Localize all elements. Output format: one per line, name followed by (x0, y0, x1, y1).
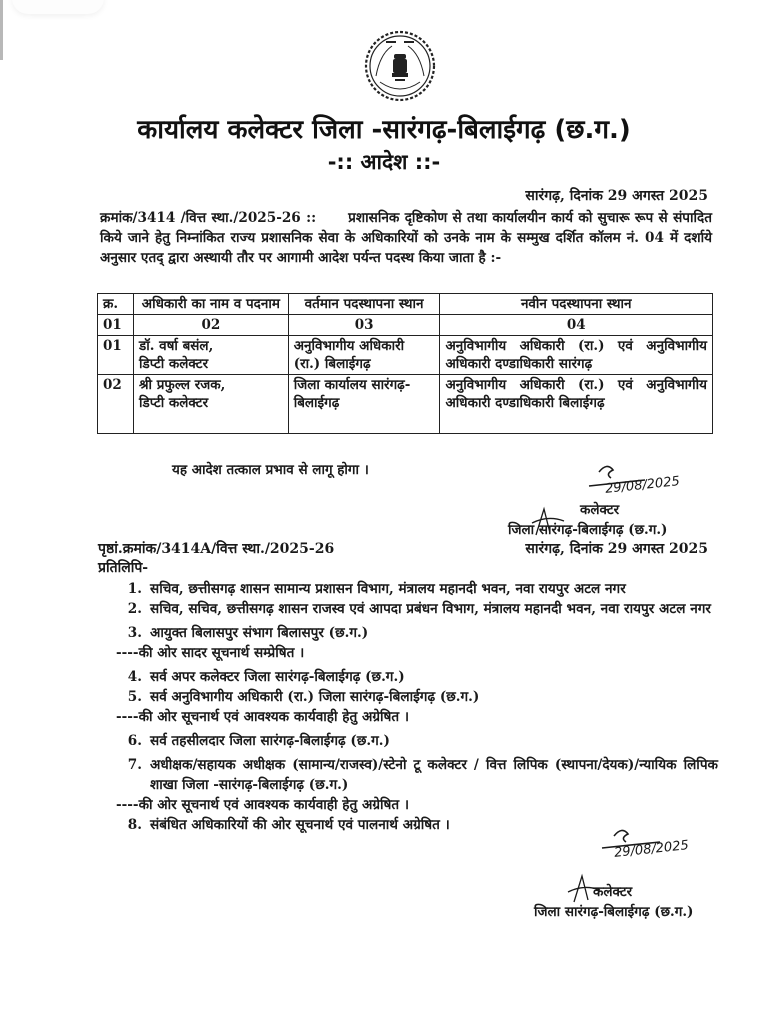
row-sn: 01 (98, 336, 134, 375)
current-posting: अनुविभागीय अधिकारी (रा.) बिलाईगढ़ (288, 336, 440, 375)
current-posting: जिला कार्यालय सारंगढ़-बिलाईगढ़ (288, 375, 440, 434)
officer-cell (133, 375, 288, 434)
list-item: 3. आयुक्त बिलासपुर संभाग बिलासपुर (छ.ग.) (127, 625, 369, 641)
posting-table (97, 293, 713, 434)
column-number: 01 (98, 315, 134, 336)
column-number: 04 (440, 315, 713, 336)
overlay-shape (12, 0, 104, 14)
page-edge (0, 0, 3, 60)
new-posting: अनुविभागीय अधिकारी (रा.) एवं अनुविभागीय अधिकारी दण्डाधिकारी सारंगढ़ (440, 336, 713, 375)
handwritten-date: 29/08/2025 (604, 474, 681, 497)
table-row (98, 336, 713, 375)
header-current-posting: वर्तमान पदस्थापना स्थान (288, 294, 440, 315)
endorsement-reference: पृष्ठां.क्रमांक/3414A/वित्त स्था./2025-26 (98, 541, 335, 557)
officer-designation: डिप्टी कलेक्टर (138, 395, 209, 411)
endorsement-date: सारंगढ़, दिनांक 29 अगस्त 2025 (525, 541, 708, 557)
signatory-title: कलेक्टर (593, 884, 633, 900)
copy-list (98, 579, 718, 835)
list-item: 5. सर्व अनुविभागीय अधिकारी (रा.) जिला सारंगढ़-बिलाईगढ़ (छ.ग.) (127, 689, 480, 705)
order-paragraph (100, 208, 712, 268)
forward-note: ----की ओर सूचनार्थ एवं आवश्यक कार्यवाही हेतु अग्रेषित । (116, 797, 410, 813)
copy-to-label: प्रतिलिपि- (98, 560, 149, 576)
officer-designation: डिप्टी कलेक्टर (138, 356, 209, 372)
table-column-numbers-row (98, 315, 713, 336)
list-item: 8. संबंधित अधिकारियों की ओर सूचनार्थ एवं पालनार्थ अग्रेषित । (127, 817, 450, 833)
effect-note: यह आदेश तत्काल प्रभाव से लागू होगा । (172, 462, 369, 478)
list-item: 6. सर्व तहसीलदार जिला सारंगढ़-बिलाईगढ़ (छ.ग.) (127, 733, 390, 749)
order-body: प्रशासनिक दृष्टिकोण से तथा कार्यालयीन कार्य को सुचारू रूप से संपादित किये जाने हेतु निम्नांकित राज्य प्रशासनिक सेवा के अधिकारियों को उनके नाम के सम्मुख दर्शित कॉलम नं. 04 में दर्शाये अनुसार एतद् द्वारा अस्थायी तौर पर आगामी आदेश पर्यन्त पदस्थ किया जाता है :- (100, 210, 712, 266)
row-sn: 02 (98, 375, 134, 434)
signatory-district: जिला सारंगढ़-बिलाईगढ़ (छ.ग.) (508, 522, 668, 538)
list-item: 1. सचिव, छत्तीसगढ़ शासन सामान्य प्रशासन विभाग, मंत्रालय महानदी भवन, नवा रायपुर अटल नगर (127, 581, 626, 597)
column-number: 03 (288, 315, 440, 336)
new-posting: अनुविभागीय अधिकारी (रा.) एवं अनुविभागीय अधिकारी दण्डाधिकारी बिलाईगढ़ (440, 375, 713, 434)
officer-name: श्री प्रफुल्ल रजक, (138, 377, 226, 393)
forward-note: ----की ओर सादर सूचनार्थ सम्प्रेषित । (116, 645, 305, 661)
office-title: कार्यालय कलेक्टर जिला -सारंगढ़-बिलाईगढ़ (छ.ग.) (137, 115, 631, 145)
column-number: 02 (133, 315, 288, 336)
signatory-district: जिला सारंगढ़-बिलाईगढ़ (छ.ग.) (534, 904, 694, 920)
header-officer: अधिकारी का नाम व पदनाम (133, 294, 288, 315)
officer-cell (133, 336, 288, 375)
signatory-title: कलेक्टर (580, 502, 620, 518)
order-date: सारंगढ़, दिनांक 29 अगस्त 2025 (525, 188, 708, 204)
order-heading: -:: आदेश ::- (327, 150, 441, 174)
header-sn: क्र. (98, 294, 134, 315)
handwritten-date: 29/08/2025 (613, 838, 690, 861)
officer-name: डॉ. वर्षा बसंल, (138, 338, 214, 354)
list-item: 2. सचिव, सचिव, छत्तीसगढ़ शासन राजस्व एवं आपदा प्रबंधन विभाग, मंत्रालय महानदी भवन, नवा रायपुर अटल नगर (127, 601, 711, 617)
order-reference: क्रमांक/3414 /वित्त स्था./2025-26 :: (100, 210, 317, 226)
list-item: 4. सर्व अपर कलेक्टर जिला सारंगढ़-बिलाईगढ़ (छ.ग.) (127, 669, 405, 685)
government-emblem-icon (362, 24, 438, 108)
forward-note: ----की ओर सूचनार्थ एवं आवश्यक कार्यवाही हेतु अग्रेषित । (116, 709, 410, 725)
list-item: 7. अधीक्षक/सहायक अधीक्षक (सामान्य/राजस्व)/स्टेनो टू कलेक्टर / वित्त लिपिक (स्थापना/देयक)/न्यायिक लिपिक शाखा जिला -सारंगढ़-बिलाईगढ़ (छ.ग.) (127, 757, 718, 793)
table-header-row (98, 294, 713, 315)
header-new-posting: नवीन पदस्थापना स्थान (440, 294, 713, 315)
table-row (98, 375, 713, 434)
